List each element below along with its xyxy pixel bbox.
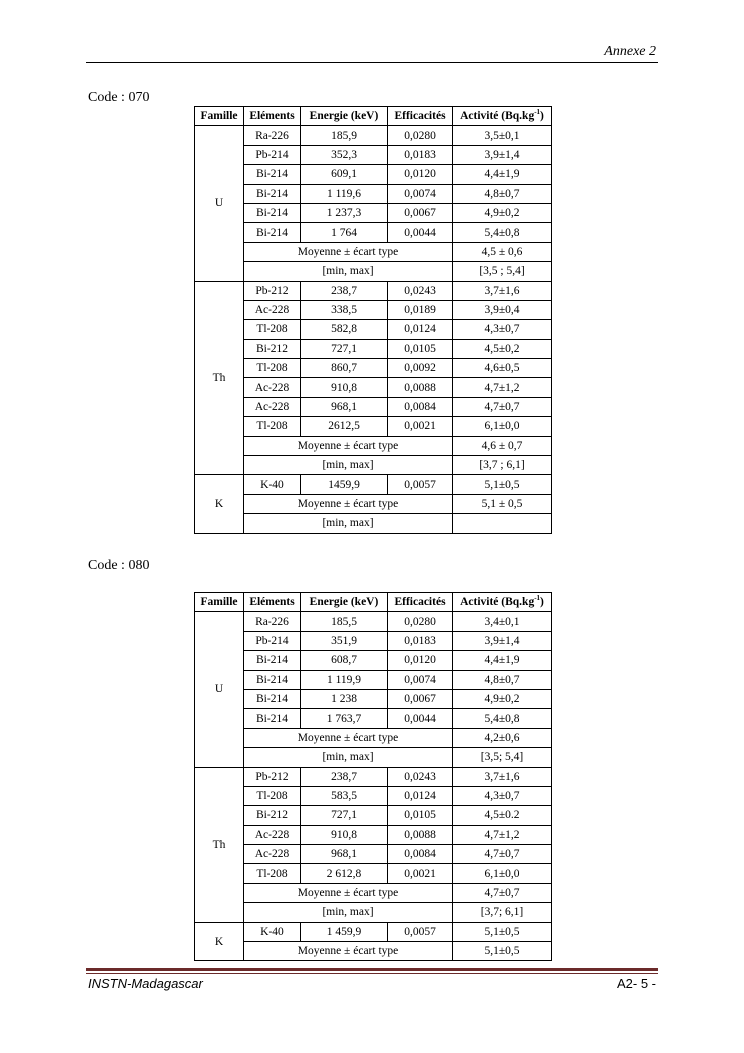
summary-value: [3,5 ; 5,4] [453,262,552,281]
activite-cell: 5,1±0,5 [453,475,552,494]
activite-cell: 4,6±0,5 [453,359,552,378]
header-row [195,593,552,612]
activite-cell: 6,1±0,0 [453,417,552,436]
activite-cell: 3,5±0,1 [453,126,552,145]
energie-cell: 910,8 [301,378,388,397]
table-row [195,223,552,242]
energie-cell: 1 238 [301,689,388,708]
table-row [195,825,552,844]
efficacite-cell: 0,0183 [388,145,453,164]
famille-header: Famille [195,107,244,126]
activite-cell: 4,7±0,7 [453,397,552,416]
famille-cell: Th [195,281,244,475]
table-row [195,126,552,145]
element-cell: Ac-228 [244,300,301,319]
table-row [195,806,552,825]
energie-cell: 185,5 [301,612,388,631]
efficacite-cell: 0,0057 [388,475,453,494]
efficacite-cell: 0,0243 [388,281,453,300]
footer-rule-thin [86,973,658,974]
table-row [195,786,552,805]
efficacite-cell: 0,0088 [388,825,453,844]
activite-cell: 4,5±0,2 [453,339,552,358]
element-cell: Pb-214 [244,631,301,650]
activite-cell: 3,7±1,6 [453,281,552,300]
table-row [195,845,552,864]
activite-cell: 4,9±0,2 [453,203,552,222]
efficacite-cell: 0,0021 [388,864,453,883]
activite-cell: 3,9±1,4 [453,145,552,164]
activite-cell: 4,7±1,2 [453,825,552,844]
element-cell: Bi-214 [244,223,301,242]
famille-cell: K [195,475,244,533]
activite-cell: 5,4±0,8 [453,223,552,242]
table-row [195,767,552,786]
summary-row [195,903,552,922]
energie-cell: 338,5 [301,300,388,319]
elements-header: Eléments [244,593,301,612]
summary-value: 5,1±0,5 [453,942,552,961]
activite-cell: 4,7±1,2 [453,378,552,397]
table-row [195,397,552,416]
efficacite-cell: 0,0074 [388,184,453,203]
summary-value: 5,1 ± 0,5 [453,494,552,513]
element-cell: Ac-228 [244,845,301,864]
element-cell: Tl-208 [244,864,301,883]
element-cell: Ac-228 [244,397,301,416]
summary-label: Moyenne ± écart type [244,883,453,902]
summary-label: Moyenne ± écart type [244,942,453,961]
efficacite-cell: 0,0280 [388,126,453,145]
table-row [195,145,552,164]
energie-cell: 860,7 [301,359,388,378]
table-row [195,709,552,728]
activite-header-close: ) [540,110,544,123]
famille-cell: K [195,922,244,961]
code-label-080: Code : 080 [88,558,150,573]
efficacite-cell: 0,0067 [388,689,453,708]
energie-cell: 238,7 [301,281,388,300]
activite-header-exponent: -1 [534,108,541,117]
energie-cell: 1 119,9 [301,670,388,689]
energie-cell: 1 119,6 [301,184,388,203]
summary-value [453,514,552,533]
energie-cell: 910,8 [301,825,388,844]
efficacite-cell: 0,0021 [388,417,453,436]
summary-label: [min, max] [244,456,453,475]
activite-header [453,593,552,612]
activite-header-text: Activité (Bq.kg [460,596,535,609]
element-cell: Bi-214 [244,670,301,689]
energie-cell: 1 764 [301,223,388,242]
energie-cell: 1 763,7 [301,709,388,728]
element-cell: Tl-208 [244,417,301,436]
element-cell: Bi-212 [244,339,301,358]
activite-cell: 3,4±0,1 [453,612,552,631]
element-cell: Ac-228 [244,825,301,844]
summary-row [195,262,552,281]
energie-cell: 2 612,8 [301,864,388,883]
energie-cell: 583,5 [301,786,388,805]
summary-value: 4,2±0,6 [453,728,552,747]
table-row [195,281,552,300]
efficacite-cell: 0,0120 [388,165,453,184]
summary-value: [3,7 ; 6,1] [453,456,552,475]
summary-row [195,728,552,747]
summary-label: [min, max] [244,514,453,533]
famille-cell: U [195,612,244,767]
activite-cell: 4,4±1,9 [453,165,552,184]
activite-cell: 5,4±0,8 [453,709,552,728]
efficacite-cell: 0,0044 [388,223,453,242]
activity-table-070 [194,106,552,534]
table-row [195,320,552,339]
efficacite-cell: 0,0092 [388,359,453,378]
element-cell: Ra-226 [244,612,301,631]
energie-header: Energie (keV) [301,107,388,126]
element-cell: Pb-212 [244,281,301,300]
element-cell: Ac-228 [244,378,301,397]
footer-institution: INSTN-Madagascar [88,976,203,991]
energie-cell: 238,7 [301,767,388,786]
summary-row [195,456,552,475]
efficacite-cell: 0,0074 [388,670,453,689]
table-row [195,864,552,883]
element-cell: Bi-214 [244,184,301,203]
summary-row [195,883,552,902]
header-rule [86,62,658,63]
efficacites-header: Efficacités [388,107,453,126]
energie-cell: 352,3 [301,145,388,164]
element-cell: Bi-214 [244,203,301,222]
summary-label: [min, max] [244,748,453,767]
activite-cell: 4,8±0,7 [453,670,552,689]
energie-cell: 608,7 [301,651,388,670]
energie-header: Energie (keV) [301,593,388,612]
table-row [195,378,552,397]
efficacite-cell: 0,0105 [388,339,453,358]
activite-cell: 3,9±1,4 [453,631,552,650]
summary-value: [3,5; 5,4] [453,748,552,767]
activity-table-080 [194,592,552,961]
efficacite-cell: 0,0088 [388,378,453,397]
table-row [195,670,552,689]
efficacite-cell: 0,0124 [388,320,453,339]
summary-row [195,242,552,261]
summary-row [195,514,552,533]
table-row [195,475,552,494]
element-cell: Pb-214 [244,145,301,164]
efficacite-cell: 0,0280 [388,612,453,631]
table-row [195,417,552,436]
table-row [195,612,552,631]
energie-cell: 968,1 [301,845,388,864]
efficacite-cell: 0,0067 [388,203,453,222]
energie-cell: 351,9 [301,631,388,650]
energie-cell: 582,8 [301,320,388,339]
summary-value: [3,7; 6,1] [453,903,552,922]
summary-row [195,942,552,961]
summary-label: [min, max] [244,903,453,922]
element-cell: Ra-226 [244,126,301,145]
famille-cell: U [195,126,244,281]
code-label-070: Code : 070 [88,90,150,105]
activite-cell: 4,4±1,9 [453,651,552,670]
activite-header-exponent: -1 [534,594,541,603]
activite-header-close: ) [540,596,544,609]
efficacite-cell: 0,0084 [388,397,453,416]
element-cell: Bi-214 [244,689,301,708]
summary-value: 4,5 ± 0,6 [453,242,552,261]
efficacite-cell: 0,0189 [388,300,453,319]
efficacites-header: Efficacités [388,593,453,612]
element-cell: Tl-208 [244,786,301,805]
activite-cell: 4,9±0,2 [453,689,552,708]
table-row [195,689,552,708]
efficacite-cell: 0,0243 [388,767,453,786]
element-cell: K-40 [244,922,301,941]
table-row [195,339,552,358]
energie-cell: 727,1 [301,339,388,358]
element-cell: Tl-208 [244,320,301,339]
summary-label: Moyenne ± écart type [244,494,453,513]
efficacite-cell: 0,0057 [388,922,453,941]
element-cell: Pb-212 [244,767,301,786]
energie-cell: 185,9 [301,126,388,145]
summary-value: 4,6 ± 0,7 [453,436,552,455]
table-row [195,922,552,941]
activite-cell: 6,1±0,0 [453,864,552,883]
element-cell: Bi-214 [244,709,301,728]
energie-cell: 727,1 [301,806,388,825]
element-cell: Bi-214 [244,165,301,184]
energie-cell: 609,1 [301,165,388,184]
summary-row [195,494,552,513]
activite-cell: 4,8±0,7 [453,184,552,203]
efficacite-cell: 0,0084 [388,845,453,864]
energie-cell: 968,1 [301,397,388,416]
element-cell: Tl-208 [244,359,301,378]
element-cell: K-40 [244,475,301,494]
activite-cell: 5,1±0,5 [453,922,552,941]
activite-cell: 4,3±0,7 [453,320,552,339]
table-row [195,651,552,670]
efficacite-cell: 0,0044 [388,709,453,728]
table-row [195,203,552,222]
summary-label: Moyenne ± écart type [244,728,453,747]
annexe-label: Annexe 2 [604,44,656,59]
summary-label: Moyenne ± écart type [244,436,453,455]
summary-row [195,436,552,455]
elements-header: Eléments [244,107,301,126]
energie-cell: 1459,9 [301,475,388,494]
activite-header [453,107,552,126]
element-cell: Bi-212 [244,806,301,825]
activite-cell: 3,9±0,4 [453,300,552,319]
energie-cell: 1 237,3 [301,203,388,222]
activite-header-text: Activité (Bq.kg [460,110,535,123]
activite-cell: 4,5±0.2 [453,806,552,825]
footer-rule-thick [86,968,658,971]
element-cell: Bi-214 [244,651,301,670]
energie-cell: 2612,5 [301,417,388,436]
efficacite-cell: 0,0120 [388,651,453,670]
summary-row [195,748,552,767]
efficacite-cell: 0,0183 [388,631,453,650]
table-row [195,300,552,319]
header-row [195,107,552,126]
energie-cell: 1 459,9 [301,922,388,941]
table-row [195,165,552,184]
activite-cell: 4,7±0,7 [453,845,552,864]
efficacite-cell: 0,0105 [388,806,453,825]
activite-cell: 4,3±0,7 [453,786,552,805]
table-row [195,359,552,378]
famille-cell: Th [195,767,244,922]
activite-cell: 3,7±1,6 [453,767,552,786]
table-row [195,184,552,203]
footer-page-number: A2- 5 - [616,976,656,991]
efficacite-cell: 0,0124 [388,786,453,805]
summary-value: 4,7±0,7 [453,883,552,902]
famille-header: Famille [195,593,244,612]
table-row [195,631,552,650]
summary-label: Moyenne ± écart type [244,242,453,261]
summary-label: [min, max] [244,262,453,281]
